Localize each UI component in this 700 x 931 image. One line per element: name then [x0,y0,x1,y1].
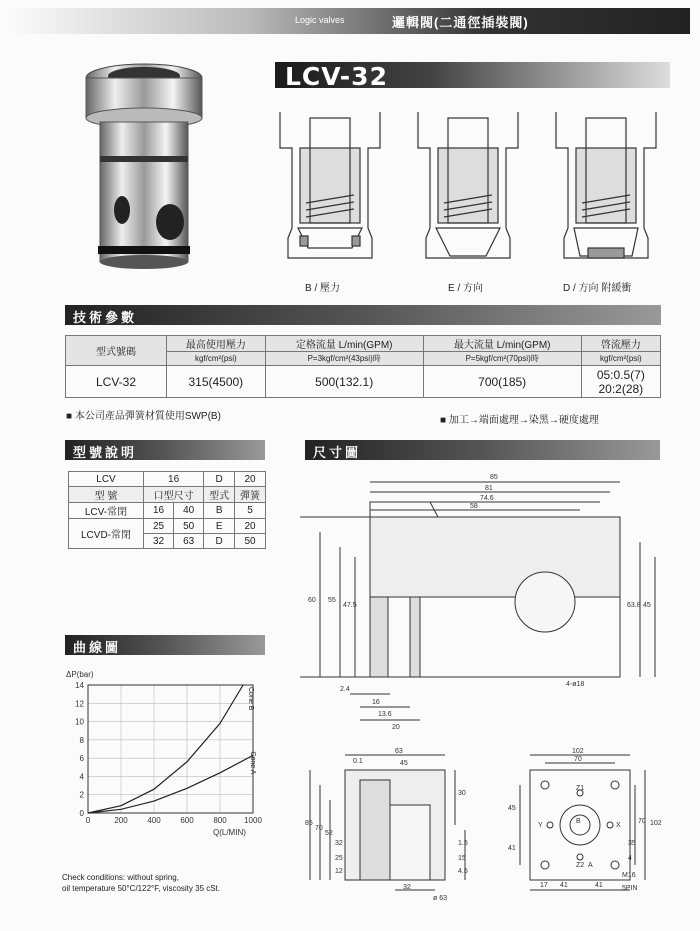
x-tick-label: 400 [147,816,161,825]
svg-text:4.5: 4.5 [458,868,468,875]
svg-text:1.5: 1.5 [458,840,468,847]
svg-text:102: 102 [650,820,662,827]
svg-text:52: 52 [325,830,333,837]
svg-text:12: 12 [335,868,343,875]
variant-b-caption: B / 壓力 [305,283,341,294]
header-bar [10,8,690,34]
x-tick-label: 200 [114,816,128,825]
svg-text:32: 32 [403,884,411,891]
variant-d-drawing [556,112,656,258]
y-axis-label: ΔP(bar) [66,670,94,679]
svg-text:81: 81 [485,485,493,492]
plot-frame [88,685,253,813]
curve-section-header: 曲線圖 [65,635,265,655]
y-tick-label: 0 [79,809,84,818]
svg-text:74.6: 74.6 [480,495,494,502]
svg-text:M16: M16 [622,872,636,879]
x-tick-label: 600 [180,816,194,825]
header-chinese-title: 邏輯閥(二通徑插裝閥) [392,15,529,30]
y-tick-label: 6 [79,754,84,764]
svg-text:17: 17 [540,882,548,889]
svg-text:5PIN: 5PIN [622,885,638,892]
variant-e-drawing [418,112,518,258]
x-tick-label: 800 [213,816,227,825]
y-tick-label: 14 [75,681,84,690]
variant-e-caption: E / 方向 [448,283,484,294]
svg-text:85: 85 [305,820,313,827]
svg-text:0.1: 0.1 [353,758,363,765]
svg-text:13.6: 13.6 [378,711,392,718]
svg-text:70: 70 [638,818,646,825]
svg-text:102: 102 [572,748,584,755]
svg-text:60: 60 [308,597,316,604]
svg-text:41: 41 [595,882,603,889]
svg-text:63.8: 63.8 [627,602,641,609]
x-axis-label: Q(L/MIN) [213,828,246,837]
svg-text:Z1: Z1 [576,785,585,792]
svg-text:20: 20 [392,724,400,731]
svg-text:B: B [576,818,581,825]
spec-col-cracking: 啓流壓力 [581,336,660,352]
spec-row-model: LCV-32 [66,366,167,398]
svg-text:63: 63 [395,748,403,755]
side-dimension-drawing [300,462,670,737]
svg-text:45: 45 [643,602,651,609]
series-line-cone-a [88,755,253,813]
spec-section-header: 技術參數 [65,305,661,325]
svg-text:47.5: 47.5 [343,602,357,609]
svg-text:35: 35 [628,840,636,847]
process-note: ■ 加工→端面處理→染黑→硬度處理 [440,415,599,426]
svg-text:45: 45 [400,760,408,767]
y-tick-label: 12 [75,699,84,709]
svg-text:A: A [588,862,593,869]
svg-text:41: 41 [560,882,568,889]
x-tick-label: 0 [85,816,91,825]
svg-text:30: 30 [458,790,466,797]
svg-text:41: 41 [508,845,516,852]
svg-text:X: X [616,822,621,829]
svg-text:16: 16 [372,699,380,706]
svg-text:45: 45 [508,805,516,812]
svg-text:ø 63: ø 63 [433,895,448,902]
header-english-title: Logic valves [295,15,345,25]
x-tick-label: 1000 [244,816,262,825]
code-section-header: 型號說明 [65,440,265,460]
model-title: LCV-32 [285,62,388,91]
svg-text:4: 4 [628,855,632,862]
svg-text:70: 70 [574,756,582,763]
spring-note: ■ 本公司產品彈簧材質使用SWP(B) [66,411,221,422]
series-label: Cone A [249,751,256,775]
series-label: Cone B [247,687,255,711]
dims-section-header: 尺寸圖 [305,440,660,460]
y-tick-label: 10 [75,717,84,727]
variant-b-drawing [280,112,380,258]
variant-d-caption: D / 方向 附緩衝 [563,283,632,294]
model-code-table: LCV 16 D 20 型 號 口型尺寸 型式 彈簧 LCV-常閉 16 40 B 5 LCVD-常閉 25 50 E 20 32 63 D 50 [68,471,266,549]
y-tick-label: 8 [79,735,84,745]
spec-col-max-pressure: 最高使用壓力 [167,336,266,352]
product-photo [72,60,222,285]
spec-col-rated-flow: 定格流量 L/min(GPM) [265,336,423,352]
spec-col-max-flow: 最大流量 L/min(GPM) [423,336,581,352]
svg-text:55: 55 [328,597,336,604]
check-conditions-2: oil temperature 50°C/122°F, viscosity 35 cSt. [62,884,221,893]
svg-text:32: 32 [335,840,343,847]
spec-col-model: 型式號碼 [66,336,167,366]
spec-table: 型式號碼 最高使用壓力 定格流量 L/min(GPM) 最大流量 L/min(GPM) 啓流壓力 kgf/cm²(psi) P=3kgf/cm²(43psi)時 P=5kgf/cm²(70psi)時 kgf/cm²(psi) LCV-32 315(4500) 500(132.1) 700(185) 05:0.5(7) 20:2(28) [65,335,661,398]
pressure-flow-chart [60,665,270,845]
variant-drawings [270,108,690,278]
check-conditions-1: Check conditions: without spring, [62,873,179,882]
svg-text:70: 70 [315,825,323,832]
svg-text:2.4: 2.4 [340,686,350,693]
svg-text:Z2: Z2 [576,862,585,869]
svg-text:58: 58 [470,503,478,510]
svg-text:4-ø18: 4-ø18 [566,681,585,688]
model-title-bar [275,62,670,91]
section-view-drawing [305,745,475,905]
svg-text:Y: Y [538,822,543,829]
y-tick-label: 4 [79,772,84,782]
svg-text:15: 15 [458,855,466,862]
svg-text:25: 25 [335,855,343,862]
y-tick-label: 2 [79,790,84,800]
svg-text:85: 85 [490,474,498,481]
plan-view-drawing [500,745,675,905]
